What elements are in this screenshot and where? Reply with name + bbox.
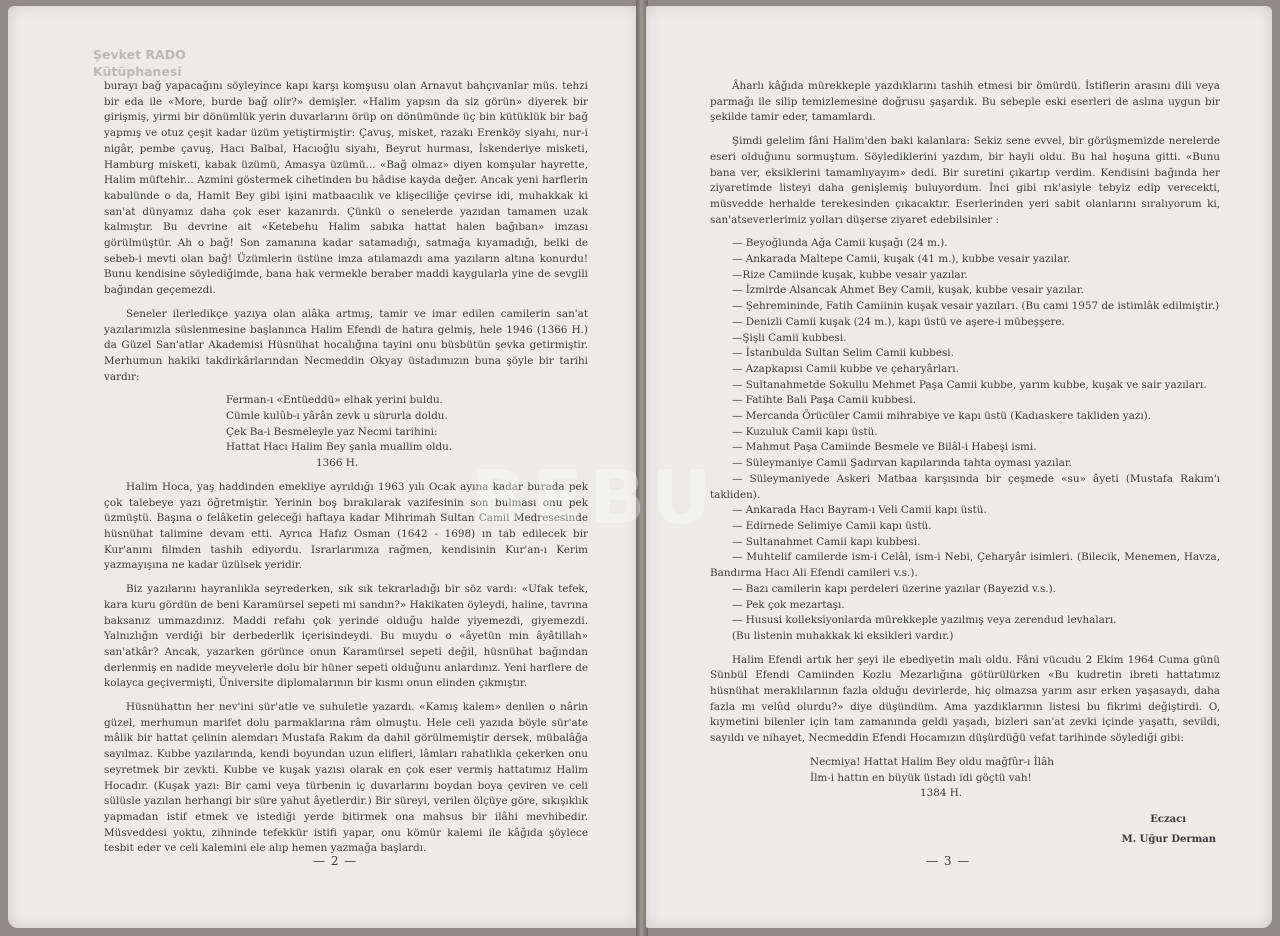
list-item: — Edirnede Selimiye Camii kapı üstü. [732,519,932,532]
poem-line: İlm-i hattın en büyük üstadı idi göçtü vah! [810,771,1032,784]
stamp-line: Şevket RADO [93,47,186,62]
paragraph: Halim Hoca, yaş haddinden emekliye ayrıldığı 1963 yılı Ocak ayına kadar burada pek çok talebeye yazı öğretmiştir. Yerinin boş bırakılarak vazifesinin son bulması onu pek üzmüştü. Başına o felâketin geleceği haftaya kadar Mihrimah Sultan Camii Medresesinde hüsnühat talimine devam etti. Ayrıca Hafız Osman (1642 - 1698) ın tab edilecek bir Kur'anını filmden tashih ediyordu. Israrlarımıza rağmen, kendisinin Kur'an-ı Kerim yazmayışına ne kadar üzülsek yeridir. [104,480,588,572]
poem-line: Çek Ba-i Besmeleyle yaz Necmi tarihini: [226,425,438,438]
list-item: — Muhtelif camilerde ism-i Celâl, ism-i Nebi, Çeharyâr isimleri. (Bilecik, Menemen, Havza, Bandırma Hacı Ali Efendi camileri v.s.). [710,551,1220,580]
paragraph: Hüsnühattın her nev'ini sür'atle ve suhuletle yazardı. «Kamış kalem» denilen o nârin güzel, merhumun marifet dolu parmaklarına râm olmuştu. Hele celi yazıda böyle sür'ate mâlik bir hattat çelinin alemdarı Mustafa Rakım da dahil görülmemiştir dersek, mübalâğa sayılmaz. Kubbe yazılarında, kendi boyundan uzun elifleri, lâmları rahatlıkla çekerken onu seyretmek bir zevkti. Kubbe ve kuşak yazısı olarak en çok eser vermiş hattatımız Halim Hocadır. (Kuşak yazı: Bir cami veya türbenin iç duvarlarını boydan boya çeviren ve celi sülüsle yazılan herhangi bir süre yahut âyetlerdir.) Bir süreyi, verilen ölçüye göre, sıkışıklık yapmadan istif etmek ve istediği yerde bitirmek ona mahsus bir ilâhi mevhibedir. Müsveddesi yoktu, zihninde tefekkür istifi yapar, onu kömür kalemi ile kâğıda şöylece tesbit eder ve celi kalemini ele alıp hemen yazmağa başlardı. [104,701,588,855]
signature-role: Eczacı [1150,813,1186,825]
paragraph: Seneler ilerledikçe yazıya olan alâka artmış, tamir ve imar edilen camilerin san'at yazılarımızla süslenmesine başlanınca Halim Efendi de hatıra gelmiş, hele 1946 (1366 H.) da Güzel San'atlar Akademisi Hüsnühat hocalığına tayini onu büsbütün şevka getirmiştir. Merhumun hakiki takdirkârlarından Necmeddin Okyay üstadımızın buna şöyle bir tarihi vardır: [104,307,588,383]
list-item: — Beyoğlunda Ağa Camii kuşağı (24 m.). [732,237,948,250]
list-item: —Rize Camiinde kuşak, kubbe vesair yazılar. [732,268,968,281]
stamp-line: Kütüphanesi [93,64,182,79]
right-text-column [710,79,1220,850]
list-item: — Denizli Camii kuşak (24 m.), kapı üstü ve aşere-i mübeşşere. [732,315,1065,328]
list-item: — Azapkapısı Camii kubbe ve çeharyârları. [732,362,959,375]
poem-line: Necmiya! Hattat Halim Bey oldu mağfûr-ı İlâh [810,755,1054,768]
paragraph: Halim Efendi artık her şeyi ile ebediyetin malı oldu. Fâni vücudu 2 Ekim 1964 Cuma günü Sünbül Efendi Camiinden Kozlu Mezarlığına götürülürken «Bu kudretin ibreti hattatımız hüsnühat meraklılarının fazla olduğu devirlerde, hiç olmazsa yarım asır erken yaşasaydı, daha fazla mı velûd olurdu?» diye düşündüm. Ama yazdıklarının listesi bu fikrimi değiştirdi. O, kıymetini bilenler için tam zamanında geldi yaşadı, bizleri san'at zevki içinde yaşattı, sevildi, sayıldı ve nihayet, Necmeddin Efendi Hocamızın düşürdüğü vefat tarihinde söylediği gibi: [710,653,1220,745]
paragraph: burayı bağ yapacağını söyleyince kapı karşı komşusu olan Arnavut bahçıvanlar müs. tehzi bir eda ile «More, burde bağ olir?» demişler. «Halim yapsın da siz görün» diyerek bir girişmiş, yirmi bir dönümlük yerin duvarlarını örüp on dönümünde üç bin kütüklük bir bağ yapmış ve otuz çeşit kadar üzüm yetiştirmiştir: Çavuş, misket, razakı Erenköy siyahı, nur-i nigâr, pembe çavuş, Hacı Balbal, Hacıoğlu siyahı, Beyrut hurması, İskenderiye misketi, Hamburg misketi, kabak üzümü, Amasya üzümü... «Bağ olmaz» diyen komşular hayrette, Halim müftehir... Azmini göstermek cihetinden bu hâdise kayda değer. Ancak yeni harflerin kabulünde o da, Hamit Bey gibi işini matbaacılık ve klişeciliğe çevirse idi, muhakkak ki san'at dünyamız daha çok eser kazanırdı. Çünkü o senelerde yazıdan tamamen uzak kalmıştır. Bu devrine ait «Ketebehu Halim sabıka hattat halen bağıban» imzası görülmüştür. Ah o bağ! Son zamanına kadar satamadığı, satmağa kıyamadığı, belki de sebeb-i mevti olan bağ! Üzümlerin üstüne imza atılamazdı ama yazıların altına konurdu! Bunu kendisine söylediğimde, bana hak vermekle beraber maddi kaygularla yine de sevgili bağından geçemezdi. [104,80,588,297]
list-item: — Ankarada Hacı Bayram-ı Veli Camii kapı üstü. [732,504,987,517]
poem-date: 1366 H. [316,457,359,470]
list-item: — İstanbulda Sultan Selim Camii kubbesi. [732,347,954,360]
page-number: — 2 — [313,854,358,868]
poem-line: Hattat Hacı Halim Bey şanla muallim oldu. [226,441,453,454]
list-item: — Hususi kolleksiyonlarda mürekkeple yazılmış veya zerendud levhaları. [732,614,1117,627]
signature [710,810,1220,850]
list-item: — Sultanahmetde Sokullu Mehmet Paşa Camii kubbe, yarım kubbe, kuşak ve sair yazıları. [732,378,1207,391]
list-item: — Bazı camilerin kapı perdeleri üzerine yazılar (Bayezid v.s.). [732,582,1056,595]
list-item: — Süleymaniyede Askeri Matbaa karşısında bir çeşmede «su» âyeti (Mustafa Rakım'ı takliden). [710,472,1220,501]
right-page [646,6,1272,928]
list-item: —Şişli Camii kubbesi. [732,331,847,344]
paragraph: Âharlı kâğıda mürekkeple yazdıklarını tashih etmesi bir ömürdü. İstiflerin arasını dili veya parmağı ile silip temizlemesine doğrusu şaşardık. Bu sebeple eski eserleri de aslına uygun bir şekilde tamir eder, tamamlardı. [710,80,1220,124]
list-item: — Pek çok mezartaşı. [732,598,845,611]
signature-name: M. Uğur Derman [1121,833,1216,845]
tarih-poem [810,755,1220,802]
list-note: (Bu listenin muhakkak ki eksikleri vardır.) [732,629,954,642]
works-list [710,236,1220,644]
paragraph: Biz yazılarını hayranlıkla seyrederken, sık sık tekrarladığı bir söz vardı: «Ufak tefek, kara kuru gördün de beni Karamürsel sepeti mi sandın?» Hakikaten öyleydi, haline, tavrına baksanız ummazdınız. Maddi refahı çok yerinde olduğu halde yiyemezdi, giyemezdi. Yalnızlığın verdiği bir derbederlik içerisindeydi. Bu muydu o «âyetün min âyâtillah» san'atkâr? Ancak, yazarken görünce onun Karamürsel sepeti değil, hüsnühat bağından derlenmiş en nadide meyvelerle dolu bir hüner sepeti olduğunu anlardınız. Yeni harflere de kolayca geçivermişti, Üniversite diplomalarının bir kısmı onun elinden çıkmıştır. [104,583,588,690]
list-item: — Mahmut Paşa Camiinde Besmele ve Bilâl-i Habeşi ismi. [732,441,1037,454]
paragraph: Şimdi gelelim fâni Halim'den baki kalanlara: Sekiz sene evvel, bir görüşmemizde nerelerde eseri olduğunu sormuştum. Söylediklerini yazdım, bir hayli oldu. Bu hal hoşuna gitti. «Bunu bana ver, eksiklerini tamamlıyayım» dedi. Bir suretini çıkartıp verdim. Kendisini bağında her ziyaretimde listeyi daha genişlemiş buluyordum. İnci gibi rık'asiyle tebyiz edip verecekti, müsvedde herhalde terekesinden çıkacaktır. Eserlerinden yeri sabit olanlarını sıralıyorum ki, san'atseverlerimiz yolları düşerse ziyaret edebilsinler : [710,135,1220,226]
page-number: — 3 — [926,854,971,868]
watermark: BEBU [470,455,718,541]
library-stamp [93,46,186,80]
poem-line: Cümle kulûb-ı yârân zevk u sürurla doldu. [226,410,448,423]
list-item: — Mercanda Örücüler Camii mihrabiye ve kapı üstü (Kadıaskere takliden yazı). [732,410,1151,423]
list-item: — Ankarada Maltepe Camii, kuşak (41 m.), kubbe vesair yazılar. [732,253,1071,266]
list-item: — Süleymaniye Camii Şadırvan kapılarında tahta oyması yazılar. [732,457,1072,470]
list-item: — Fatihte Bali Paşa Camii kubbesi. [732,394,916,407]
list-item: — Sultanahmet Camii kapı kubbesi. [732,535,921,548]
poem-line: Ferman-ı «Entüeddü» elhak yerini buldu. [226,394,443,407]
list-item: — İzmirde Alsancak Ahmet Bey Camii, kuşak, kubbe vesair yazılar. [732,284,1084,297]
poem-date: 1384 H. [920,787,963,800]
list-item: — Kuzuluk Camii kapı üstü. [732,425,878,438]
list-item: — Şehremininde, Fatih Camiinin kuşak vesair yazıları. (Bu cami 1957 de istimlâk edilmiştir.) [732,300,1220,313]
